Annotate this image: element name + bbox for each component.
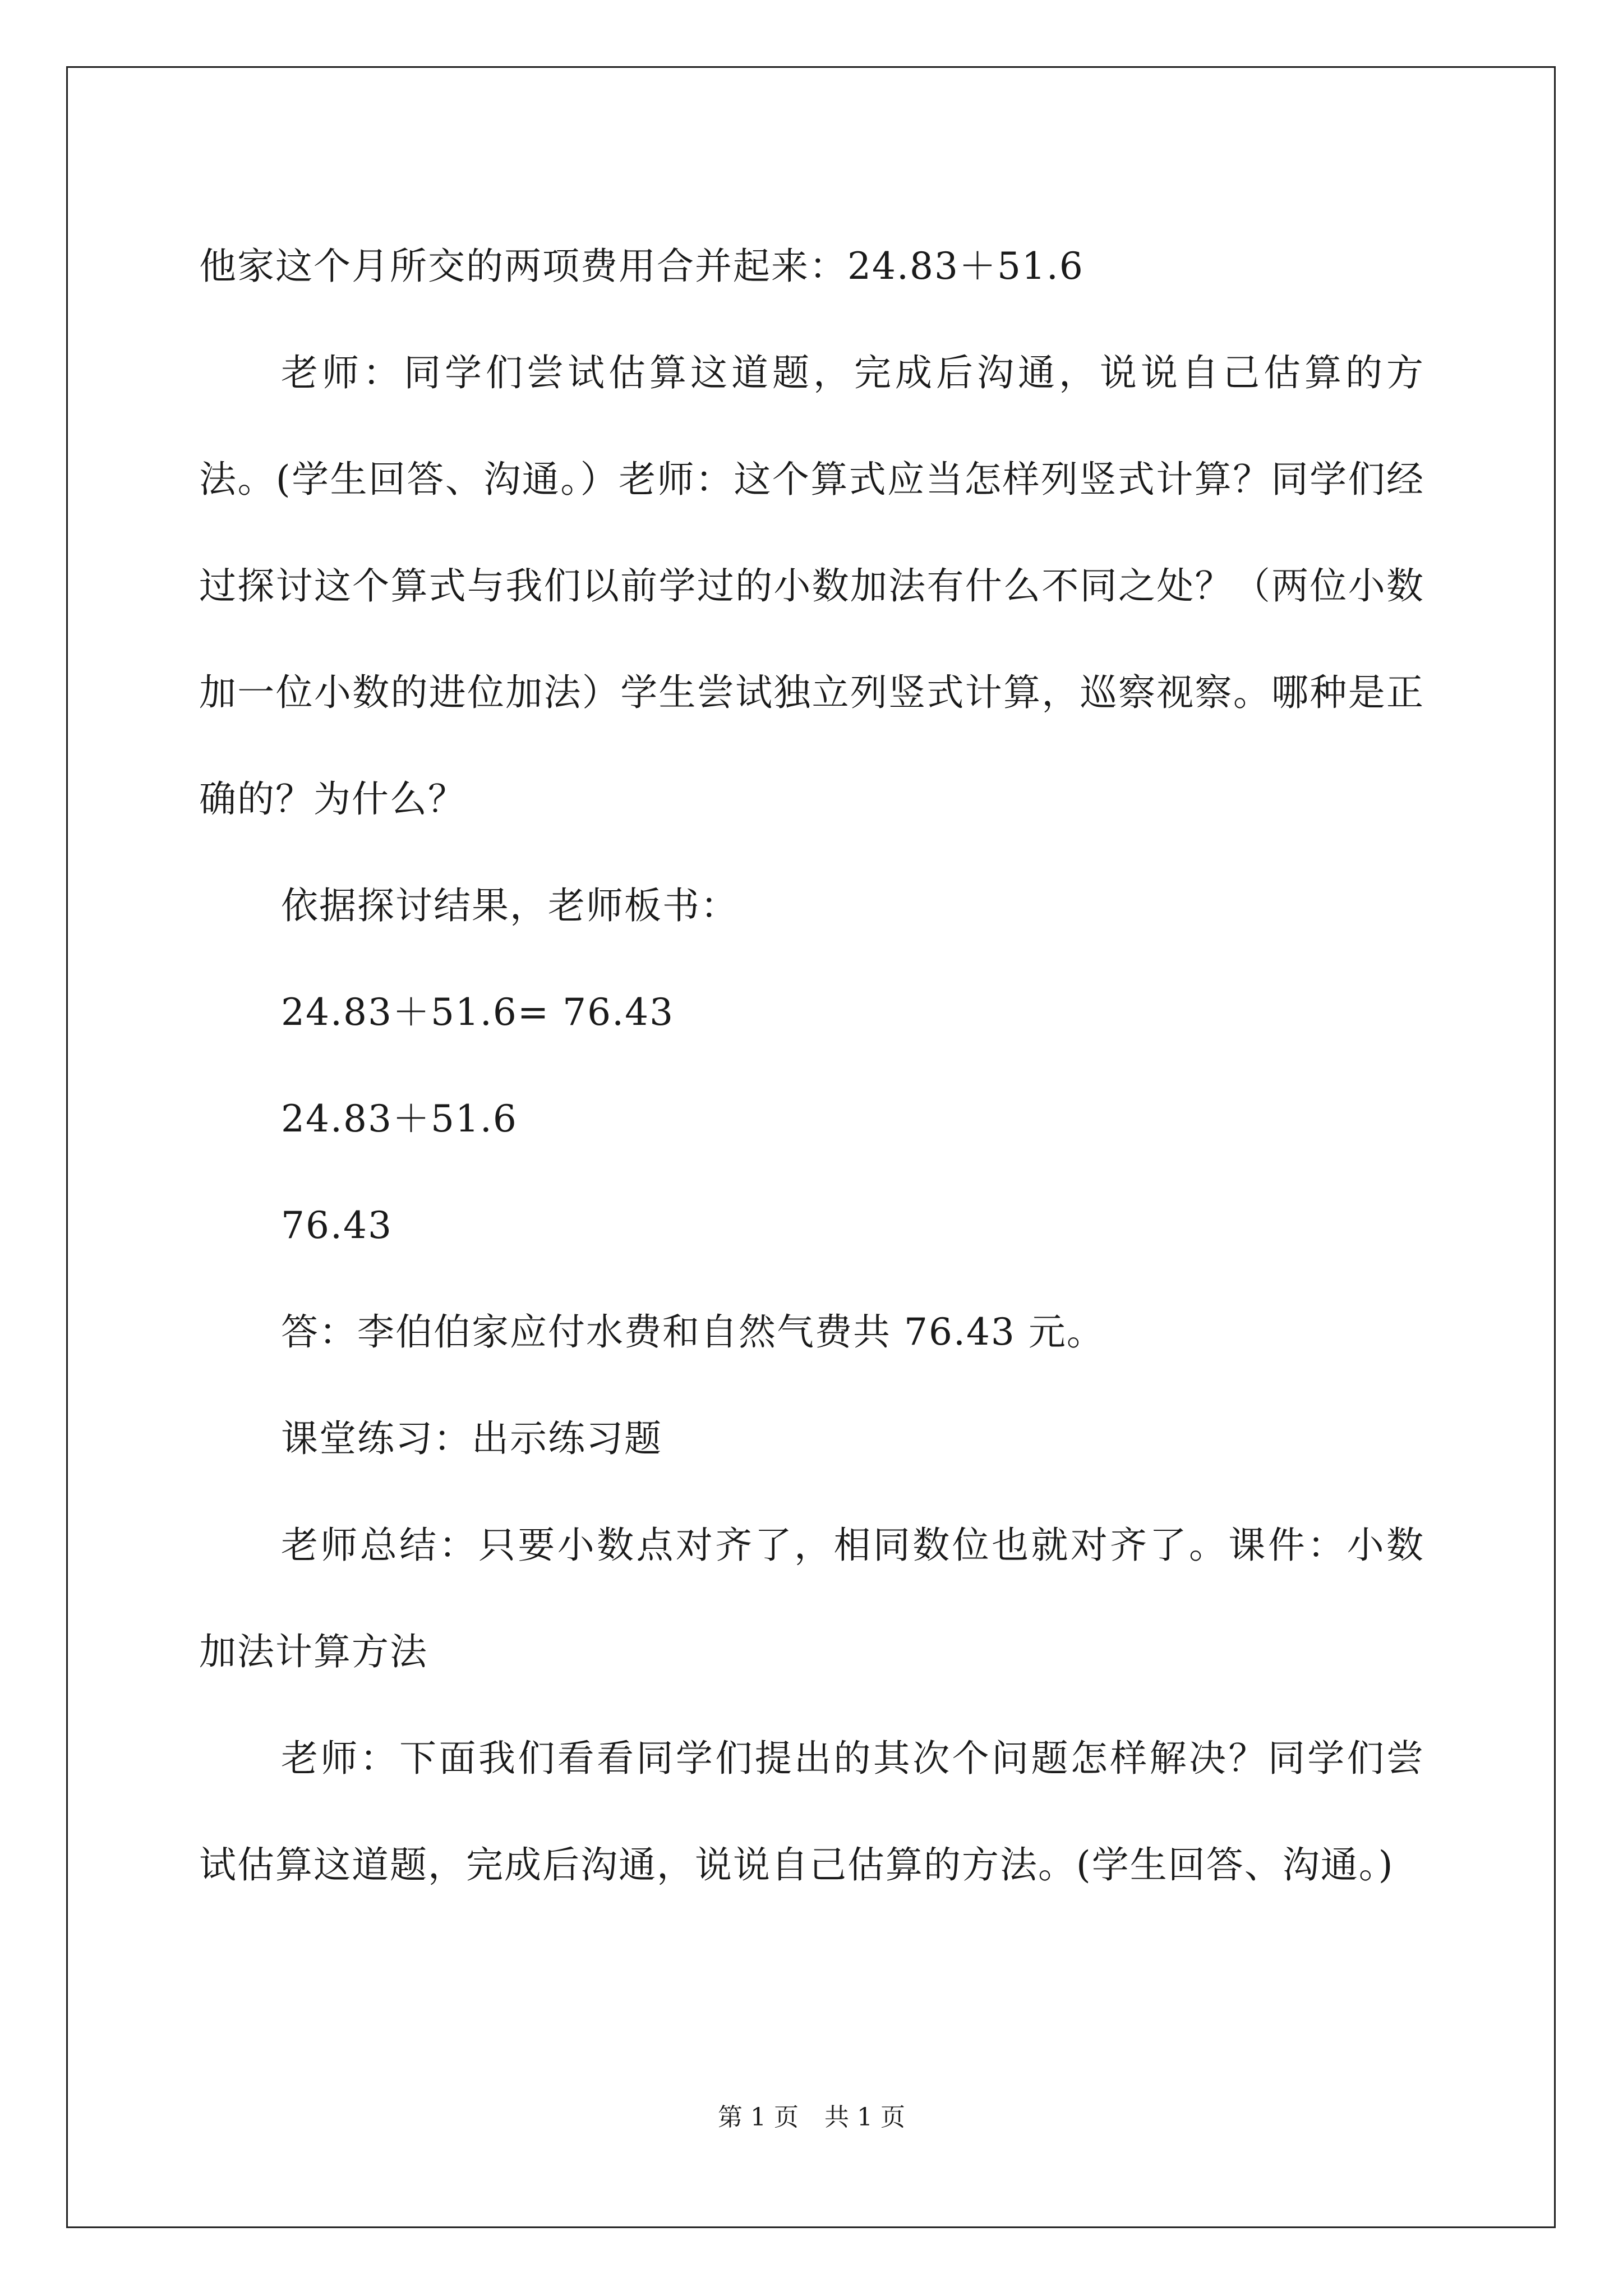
equation-line: 76.43 [281,1204,393,1247]
paragraph: 依据探讨结果，老师板书： [281,884,739,927]
paragraph: 老师：同学们尝试估算这道题，完成后沟通，说说自己估算的方法。(学生回答、沟通。）老师：这个算式应当怎样列竖式计算？同学们经过探讨这个算式与我们以前学过的小数加法有什么不同之处？（两位小数加一位小数的进位加法）学生尝试独立列竖式计算，巡察视察。哪种是正确的？为什么？ [199,351,1424,821]
paragraph: 老师：下面我们看看同学们提出的其次个问题怎样解决？同学们尝试估算这道题，完成后沟通，说说自己估算的方法。(学生回答、沟通。) [199,1737,1424,1887]
paragraph: 课堂练习：出示练习题 [281,1417,662,1460]
equation-line: 24.83＋51.6= 76.43 [281,991,675,1034]
page-number: 第 1 页 [718,2103,799,2132]
equation-line: 24.83＋51.6 [281,1097,518,1140]
page-total: 共 1 页 [824,2103,905,2132]
paragraph: 老师总结：只要小数点对齐了，相同数位也就对齐了。课件：小数加法计算方法 [199,1524,1424,1673]
paragraph: 答：李伯伯家应付水费和自然气费共 76.43 元。 [281,1310,1105,1354]
document-body [199,213,1424,1918]
page-footer [0,2101,1623,2134]
paragraph: 他家这个月所交的两项费用合并起来：24.83＋51.6 [199,245,1084,288]
